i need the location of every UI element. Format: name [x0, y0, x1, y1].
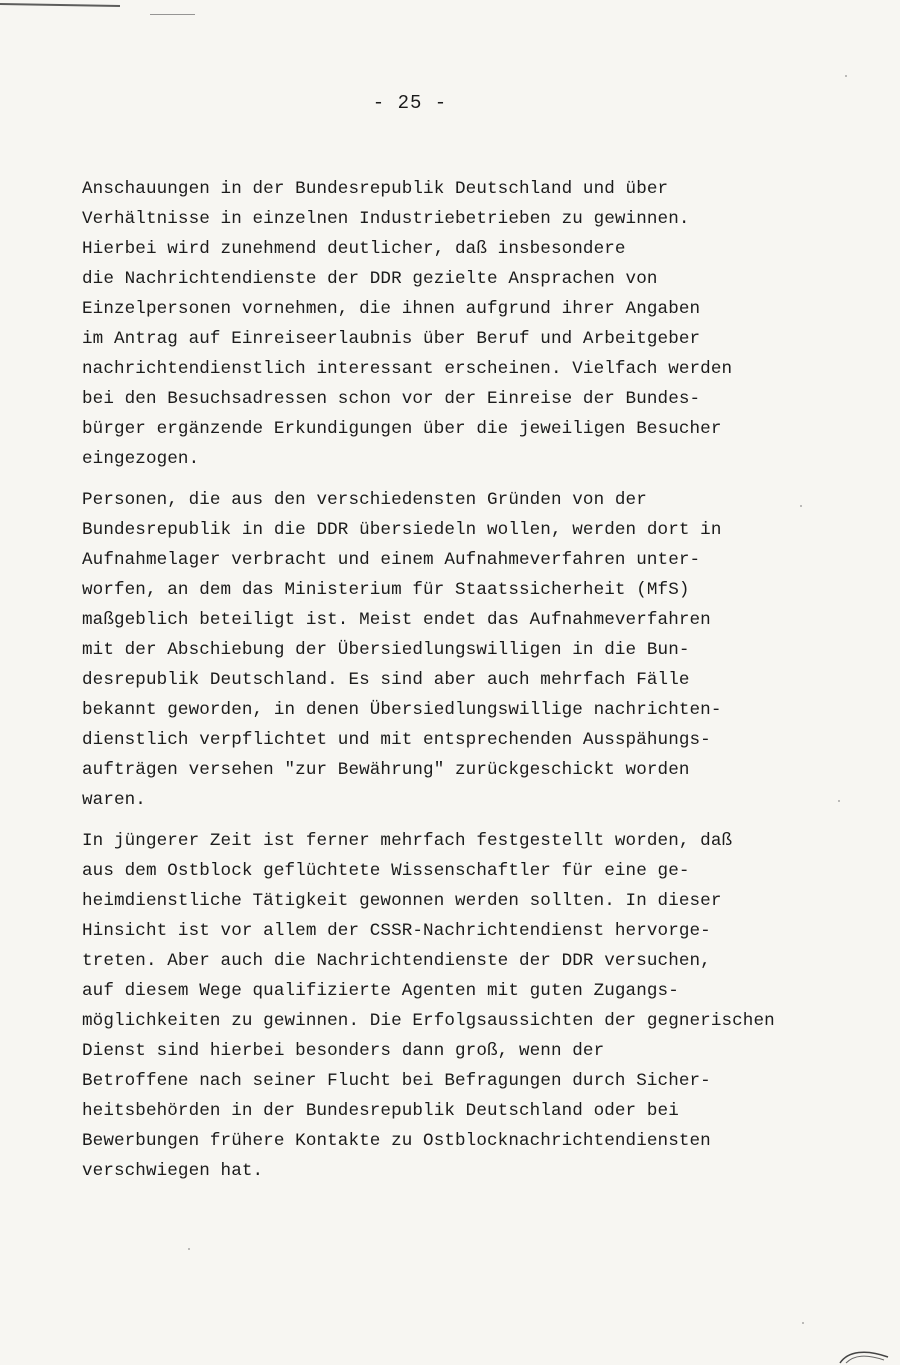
corner-stamp-fragment	[836, 1345, 892, 1365]
text-line: Betroffene nach seiner Flucht bei Befragungen durch Sicher-	[82, 1071, 711, 1091]
text-line: Einzelpersonen vornehmen, die ihnen aufgrund ihrer Angaben	[82, 299, 701, 319]
text-line: Dienst sind hierbei besonders dann groß, wenn der	[82, 1041, 605, 1061]
text-line: heitsbehörden in der Bundesrepublik Deutschland oder bei	[82, 1101, 679, 1121]
text-line: im Antrag auf Einreiseerlaubnis über Beruf und Arbeitgeber	[82, 329, 701, 349]
text-line: die Nachrichtendienste der DDR gezielte Ansprachen von	[82, 269, 658, 289]
paragraph	[82, 174, 842, 474]
text-line: Bundesrepublik in die DDR übersiedeln wollen, werden dort in	[82, 520, 722, 540]
text-line: Verhältnisse in einzelnen Industriebetrieben zu gewinnen.	[82, 209, 690, 229]
top-scan-rule	[0, 3, 120, 7]
scan-speck	[845, 75, 847, 77]
text-line: In jüngerer Zeit ist ferner mehrfach festgestellt worden, daß	[82, 831, 733, 851]
text-line: maßgeblich beteiligt ist. Meist endet das Aufnahmeverfahren	[82, 610, 711, 630]
scan-speck	[802, 1322, 804, 1324]
text-line: Aufnahmelager verbracht und einem Aufnahmeverfahren unter-	[82, 550, 701, 570]
text-line: aufträgen versehen "zur Bewährung" zurückgeschickt worden	[82, 760, 690, 780]
scan-speck	[188, 1248, 190, 1250]
scan-speck	[838, 800, 840, 802]
text-line: heimdienstliche Tätigkeit gewonnen werden sollten. In dieser	[82, 891, 722, 911]
text-line: dienstlich verpflichtet und mit entsprechenden Ausspähungs-	[82, 730, 711, 750]
text-line: bürger ergänzende Erkundigungen über die jeweiligen Besucher	[82, 419, 722, 439]
scan-speck	[800, 505, 802, 507]
text-line: Hinsicht ist vor allem der CSSR-Nachrichtendienst hervorge-	[82, 921, 711, 941]
text-line: verschwiegen hat.	[82, 1161, 264, 1181]
top-scan-mark	[150, 14, 195, 15]
text-line: desrepublik Deutschland. Es sind aber auch mehrfach Fälle	[82, 670, 690, 690]
text-line: Personen, die aus den verschiedensten Gründen von der	[82, 490, 647, 510]
paragraph	[82, 826, 842, 1186]
text-line: Bewerbungen frühere Kontakte zu Ostblocknachrichtendiensten	[82, 1131, 711, 1151]
body-text	[82, 174, 842, 1197]
text-line: waren.	[82, 790, 146, 810]
paragraph	[82, 485, 842, 815]
text-line: eingezogen.	[82, 449, 200, 469]
text-line: bekannt geworden, in denen Übersiedlungswillige nachrichten-	[82, 700, 722, 720]
text-line: Hierbei wird zunehmend deutlicher, daß insbesondere	[82, 239, 626, 259]
text-line: möglichkeiten zu gewinnen. Die Erfolgsaussichten der gegnerischen	[82, 1011, 775, 1031]
text-line: nachrichtendienstlich interessant erscheinen. Vielfach werden	[82, 359, 733, 379]
text-line: treten. Aber auch die Nachrichtendienste der DDR versuchen,	[82, 951, 711, 971]
text-line: auf diesem Wege qualifizierte Agenten mit guten Zugangs-	[82, 981, 679, 1001]
text-line: worfen, an dem das Ministerium für Staatssicherheit (MfS)	[82, 580, 690, 600]
text-line: bei den Besuchsadressen schon vor der Einreise der Bundes-	[82, 389, 701, 409]
text-line: mit der Abschiebung der Übersiedlungswilligen in die Bun-	[82, 640, 690, 660]
text-line: Anschauungen in der Bundesrepublik Deutschland und über	[82, 179, 669, 199]
text-line: aus dem Ostblock geflüchtete Wissenschaftler für eine ge-	[82, 861, 690, 881]
page-number: - 25 -	[372, 92, 448, 114]
